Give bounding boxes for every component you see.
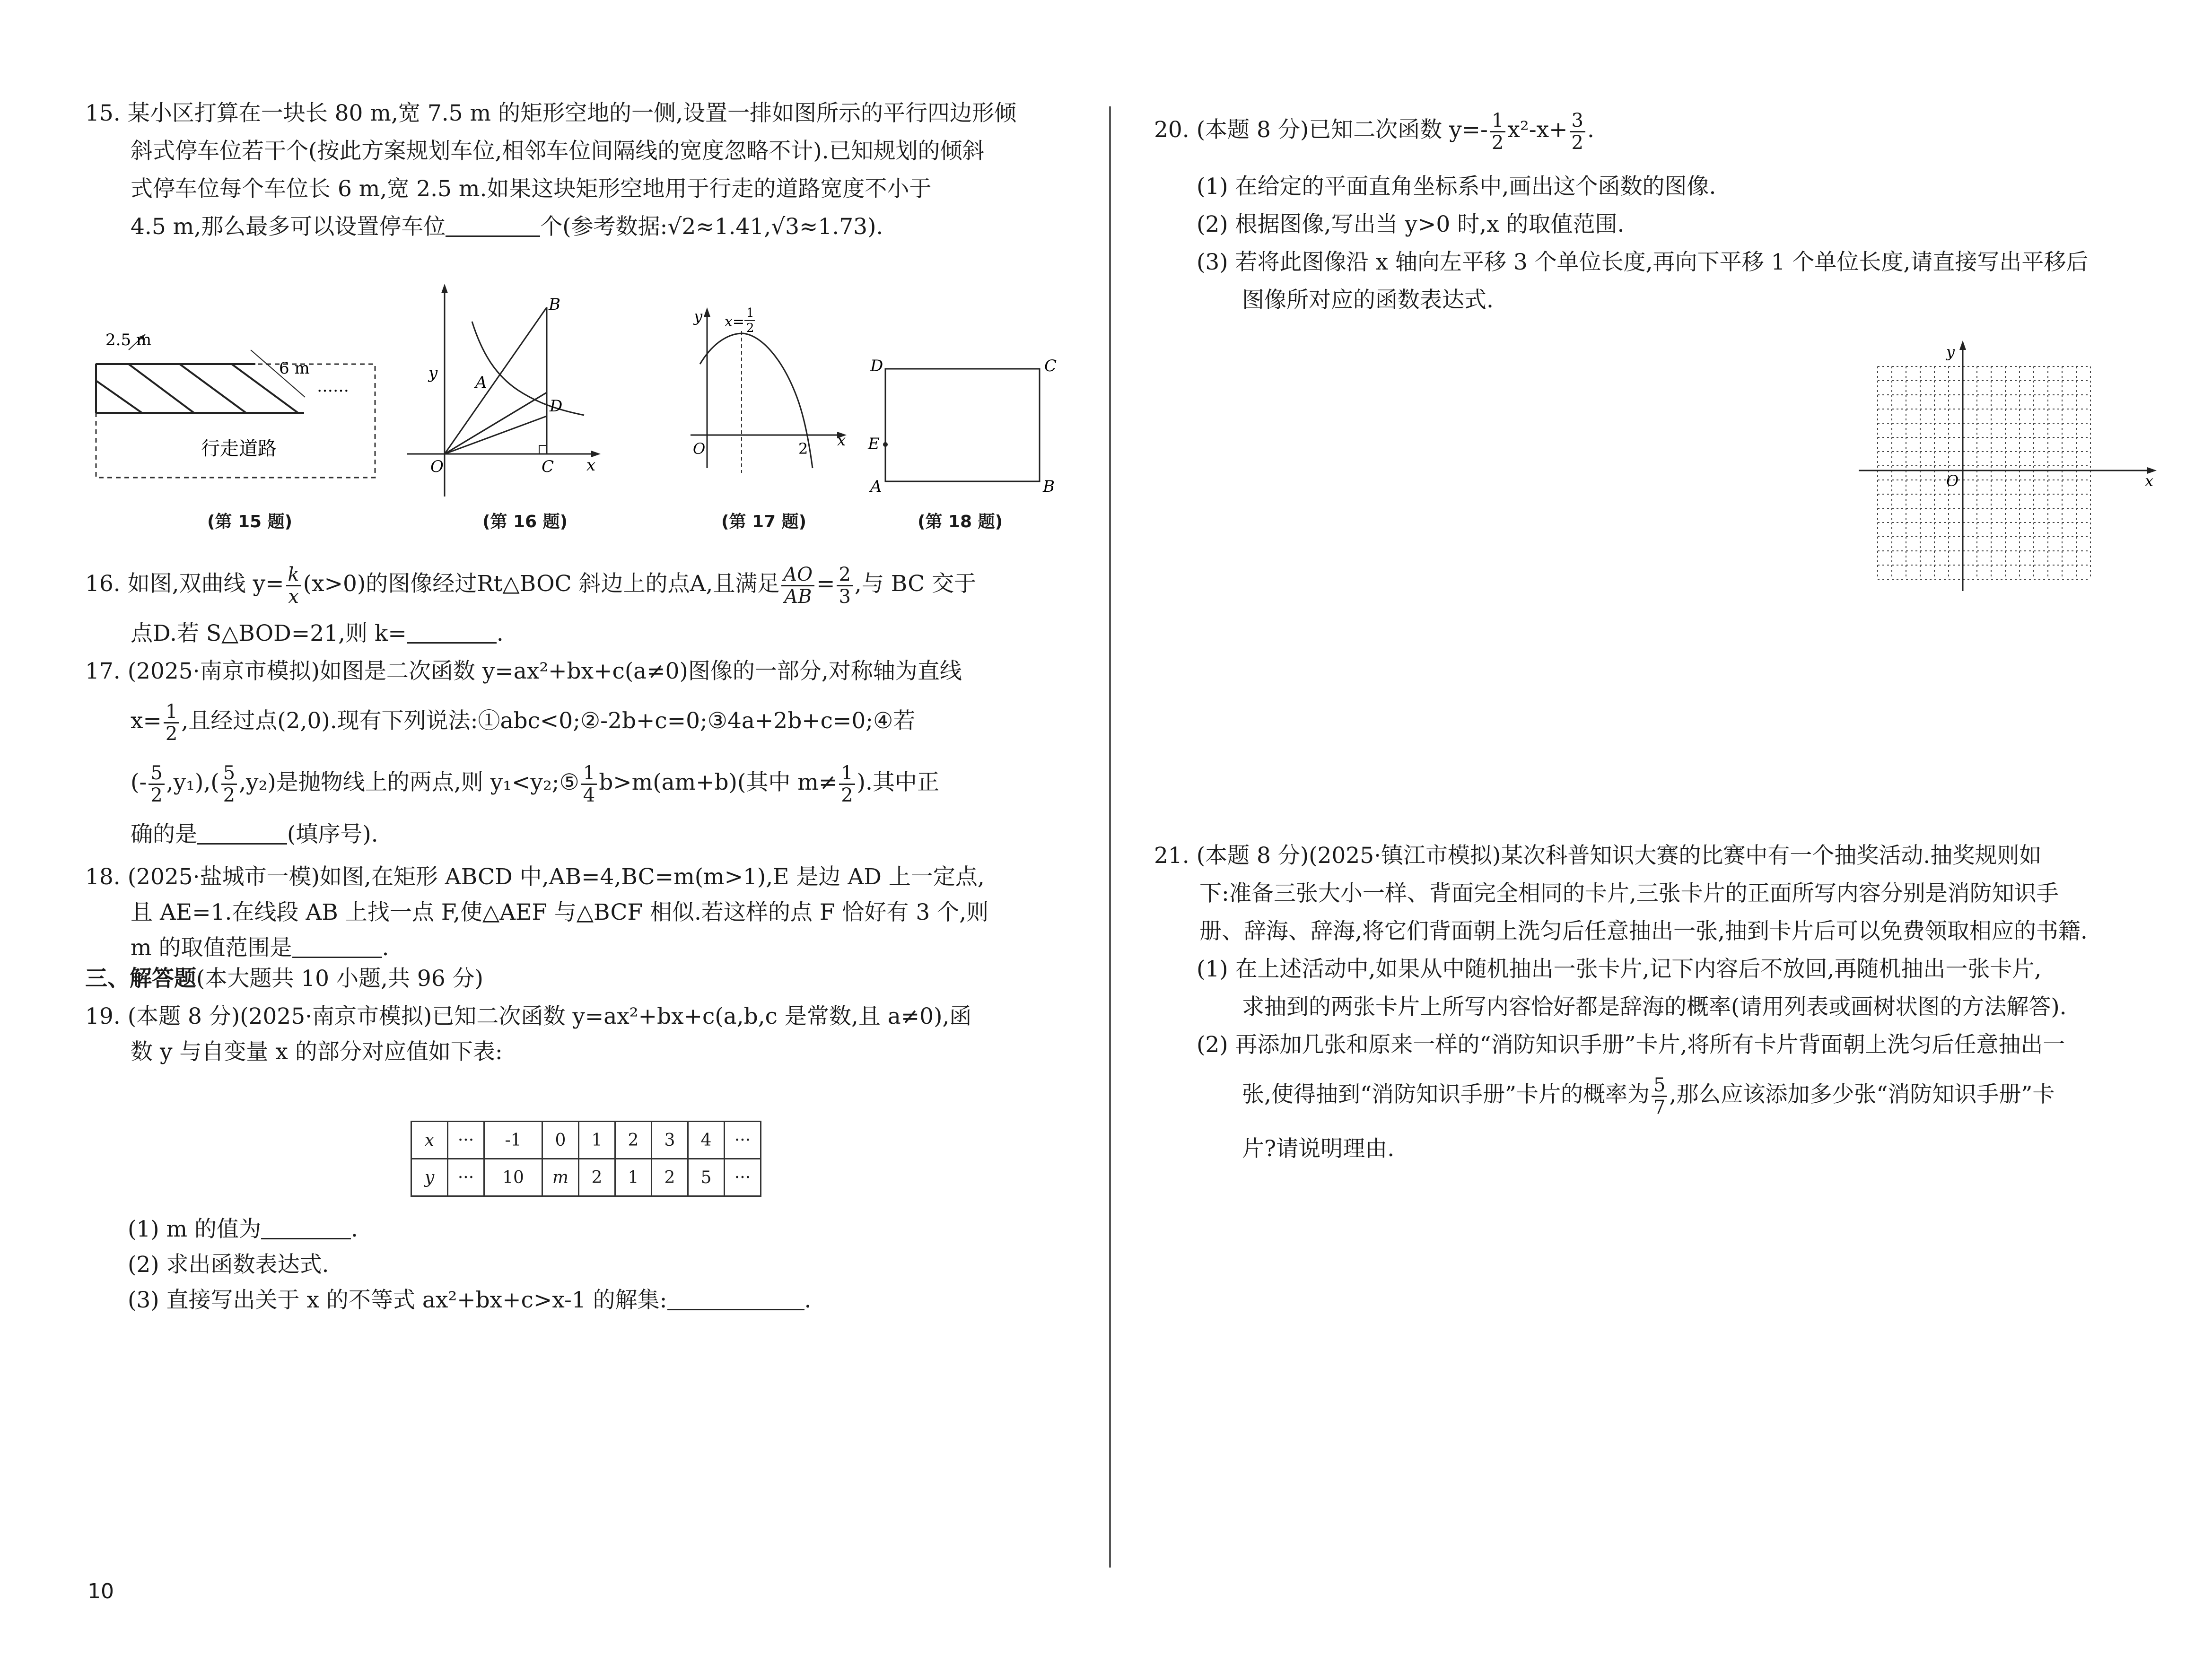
fig15-road-label: 行走道路 — [201, 438, 277, 460]
q20-number: 20. — [1154, 117, 1189, 143]
answer-blank[interactable] — [197, 843, 287, 845]
fig16-point-D: D — [550, 397, 563, 416]
svg-text:1: 1 — [746, 306, 754, 320]
q17-line-3: (- $\frac{5}{2}$ ,y₁),( $\frac{5}{2}$ ,y₂)是抛物线上的两点,则 y₁<y₂;⑤ $\frac{1}{4}$ b>m(am+b)(其中 m≠ $\frac{1}{2}$ ).其中正 — [131, 762, 939, 806]
answer-blank[interactable] — [292, 957, 382, 958]
fig15-ellipsis: …… — [317, 377, 349, 396]
grid-lines — [1878, 366, 2090, 579]
q16-number: 16. — [85, 571, 121, 597]
fig18-caption: (第 18 题) — [918, 512, 1003, 531]
q19-value-table — [411, 1121, 761, 1197]
q18-number: 18. — [85, 864, 121, 890]
q17-number: 17. — [85, 658, 121, 684]
figure-15 — [85, 322, 388, 586]
q15-line-2: 斜式停车位若干个(按此方案规划车位,相邻车位间隔线的宽度忽略不计).已知规划的倾斜 — [131, 138, 985, 164]
fig17-axis-label: x= — [725, 314, 745, 330]
q16-line-2: 点D.若 S△BOD=21,则 k= . — [131, 620, 504, 646]
grid-y-label: y — [1946, 343, 1955, 361]
q15-line-3: 式停车位每个车位长 6 m,宽 2.5 m.如果这块矩形空地用于行走的道路宽度不小于 — [131, 176, 932, 202]
answer-blank[interactable] — [261, 1238, 351, 1239]
fig17-root-label: 2 — [798, 440, 808, 458]
fig17-x-label: x — [837, 431, 846, 449]
q17-line-1: 17. (2025·南京市模拟)如图是二次函数 y=ax²+bx+c(a≠0)图像的一部分,对称轴为直线 — [85, 658, 962, 684]
q18-line-2: 且 AE=1.在线段 AB 上找一点 F,使△AEF 与△BCF 相似.若这样的点 F 恰好有 3 个,则 — [131, 899, 989, 925]
q19-number: 19. — [85, 1003, 121, 1029]
fig16-origin-label: O — [430, 457, 444, 476]
q21-line-1: 21. (本题 8 分)(2025·镇江市模拟)某次科普知识大赛的比赛中有一个抽奖活动.抽奖规则如 — [1154, 843, 2042, 869]
q21-part-2-end: 片?请说明理由. — [1242, 1136, 1395, 1162]
column-divider — [1109, 106, 1111, 1568]
q18-line-3: m 的取值范围是 . — [131, 935, 389, 961]
table-row: x ··· -1 0 1 2 3 4 ··· — [411, 1122, 761, 1159]
q19-part-1: (1) m 的值为 . — [128, 1216, 358, 1242]
q21-part-1: (1) 在上述活动中,如果从中随机抽出一张卡片,记下内容后不放回,再随机抽出一张卡片, — [1197, 956, 2042, 982]
fig18-point-C: C — [1044, 357, 1057, 375]
answer-blank[interactable] — [407, 642, 497, 644]
answer-blank[interactable] — [667, 1309, 804, 1310]
fig16-caption: (第 16 题) — [482, 512, 568, 531]
section-3-heading: 三、解答题(本大题共 10 小题,共 96 分) — [85, 966, 483, 992]
q20-part-1: (1) 在给定的平面直角坐标系中,画出这个函数的图像. — [1197, 174, 1716, 200]
fig16-x-label: x — [586, 456, 596, 475]
q21-part-1-cont: 求抽到的两张卡片上所写内容恰好都是辞海的概率(请用列表或画树状图的方法解答). — [1242, 994, 2067, 1020]
fig17-origin-label: O — [693, 440, 706, 458]
fig16-point-B: B — [549, 295, 560, 314]
q15-number: 15. — [85, 100, 121, 126]
q21-line-2: 下:准备三张大小一样、背面完全相同的卡片,三张卡片的正面所写内容分别是消防知识手 — [1199, 880, 2059, 906]
q21-number: 21. — [1154, 843, 1189, 869]
fraction-2-over-3: $\frac{2}{3}$ — [837, 564, 852, 607]
figure-18 — [866, 350, 1078, 501]
q21-part-2: (2) 再添加几张和原来一样的“消防知识手册”卡片,将所有卡片背面朝上洗匀后任意抽出一 — [1197, 1032, 2065, 1058]
fig18-point-B: B — [1043, 477, 1055, 496]
svg-text:2: 2 — [746, 321, 754, 335]
fig15-caption: (第 15 题) — [207, 512, 293, 531]
fraction-ao-over-ab: $\frac{AO}{AB}$ — [781, 564, 814, 607]
fig15-width-label: 2.5 m — [105, 331, 152, 349]
q19-part-2: (2) 求出函数表达式. — [128, 1252, 329, 1278]
q16-line-1: 16. 如图,双曲线 y= $\frac{k}{x}$ (x>0)的图像经过Rt△BOC 斜边上的点A,且满足 $\frac{AO}{AB}$ = $\frac{2}{3}$ ,与 BC 交于 — [85, 563, 977, 608]
q20-part-3: (3) 若将此图像沿 x 轴向左平移 3 个单位长度,再向下平移 1 个单位长度,请直接写出平移后 — [1197, 249, 2089, 275]
q19-line-1: 19. (本题 8 分)(2025·南京市模拟)已知二次函数 y=ax²+bx+c(a,b,c 是常数,且 a≠0),函 — [85, 1003, 972, 1029]
fig16-point-C: C — [542, 457, 554, 476]
table-row: y ··· 10 m 2 1 2 5 ··· — [411, 1159, 761, 1196]
grid-origin-label: O — [1946, 472, 1959, 490]
fig18-point-E: E — [868, 435, 880, 453]
figure-16 — [397, 274, 605, 501]
q15-line-1: 15. 某小区打算在一块长 80 m,宽 7.5 m 的矩形空地的一侧,设置一排如图所示的平行四边形倾 — [85, 100, 1016, 126]
q21-line-3: 册、辞海、辞海,将它们背面朝上洗匀后任意抽出一张,抽到卡片后可以免费领取相应的书籍. — [1199, 918, 2088, 944]
q15-line-4: 4.5 m,那么最多可以设置停车位 个(参考数据:√2≈1.41,√3≈1.73). — [131, 214, 883, 240]
figure-17 — [681, 298, 851, 497]
fig17-y-label: y — [694, 307, 703, 325]
fig16-point-A: A — [475, 373, 487, 392]
fig16-y-label: y — [428, 364, 438, 383]
q17-line-4: 确的是 (填序号). — [131, 821, 378, 847]
q21-part-2-cont: 张,使得抽到“消防知识手册”卡片的概率为 $\frac{5}{7}$ ,那么应该添加多少张“消防知识手册”卡 — [1242, 1074, 2055, 1118]
q19-part-3: (3) 直接写出关于 x 的不等式 ax²+bx+c>x-1 的解集: . — [128, 1287, 812, 1313]
q17-line-2: x= $\frac{1}{2}$ ,且经过点(2,0).现有下列说法:①abc<0;②-2b+c=0;③4a+2b+c=0;④若 — [131, 700, 916, 745]
q20-coordinate-grid — [1854, 336, 2157, 601]
q18-line-1: 18. (2025·盐城市一模)如图,在矩形 ABCD 中,AB=4,BC=m(m>1),E 是边 AD 上一定点, — [85, 864, 985, 890]
fraction-k-over-x: $\frac{k}{x}$ — [286, 564, 301, 607]
answer-blank[interactable] — [446, 235, 540, 237]
page-number: 10 — [87, 1579, 114, 1603]
q19-line-2: 数 y 与自变量 x 的部分对应值如下表: — [131, 1039, 503, 1065]
fig17-caption: (第 17 题) — [721, 512, 807, 531]
fig15-length-label: 6 m — [279, 359, 310, 378]
q20-line-1: 20. (本题 8 分)已知二次函数 y=- $\frac{1}{2}$ x²-x+ $\frac{3}{2}$ . — [1154, 109, 1594, 154]
grid-x-label: x — [2145, 472, 2154, 490]
fig18-point-A: A — [870, 477, 882, 496]
fig18-point-D: D — [870, 357, 883, 375]
q20-part-2: (2) 根据图像,写出当 y>0 时,x 的取值范围. — [1197, 211, 1625, 237]
q20-part-3-cont: 图像所对应的函数表达式. — [1242, 287, 1494, 313]
